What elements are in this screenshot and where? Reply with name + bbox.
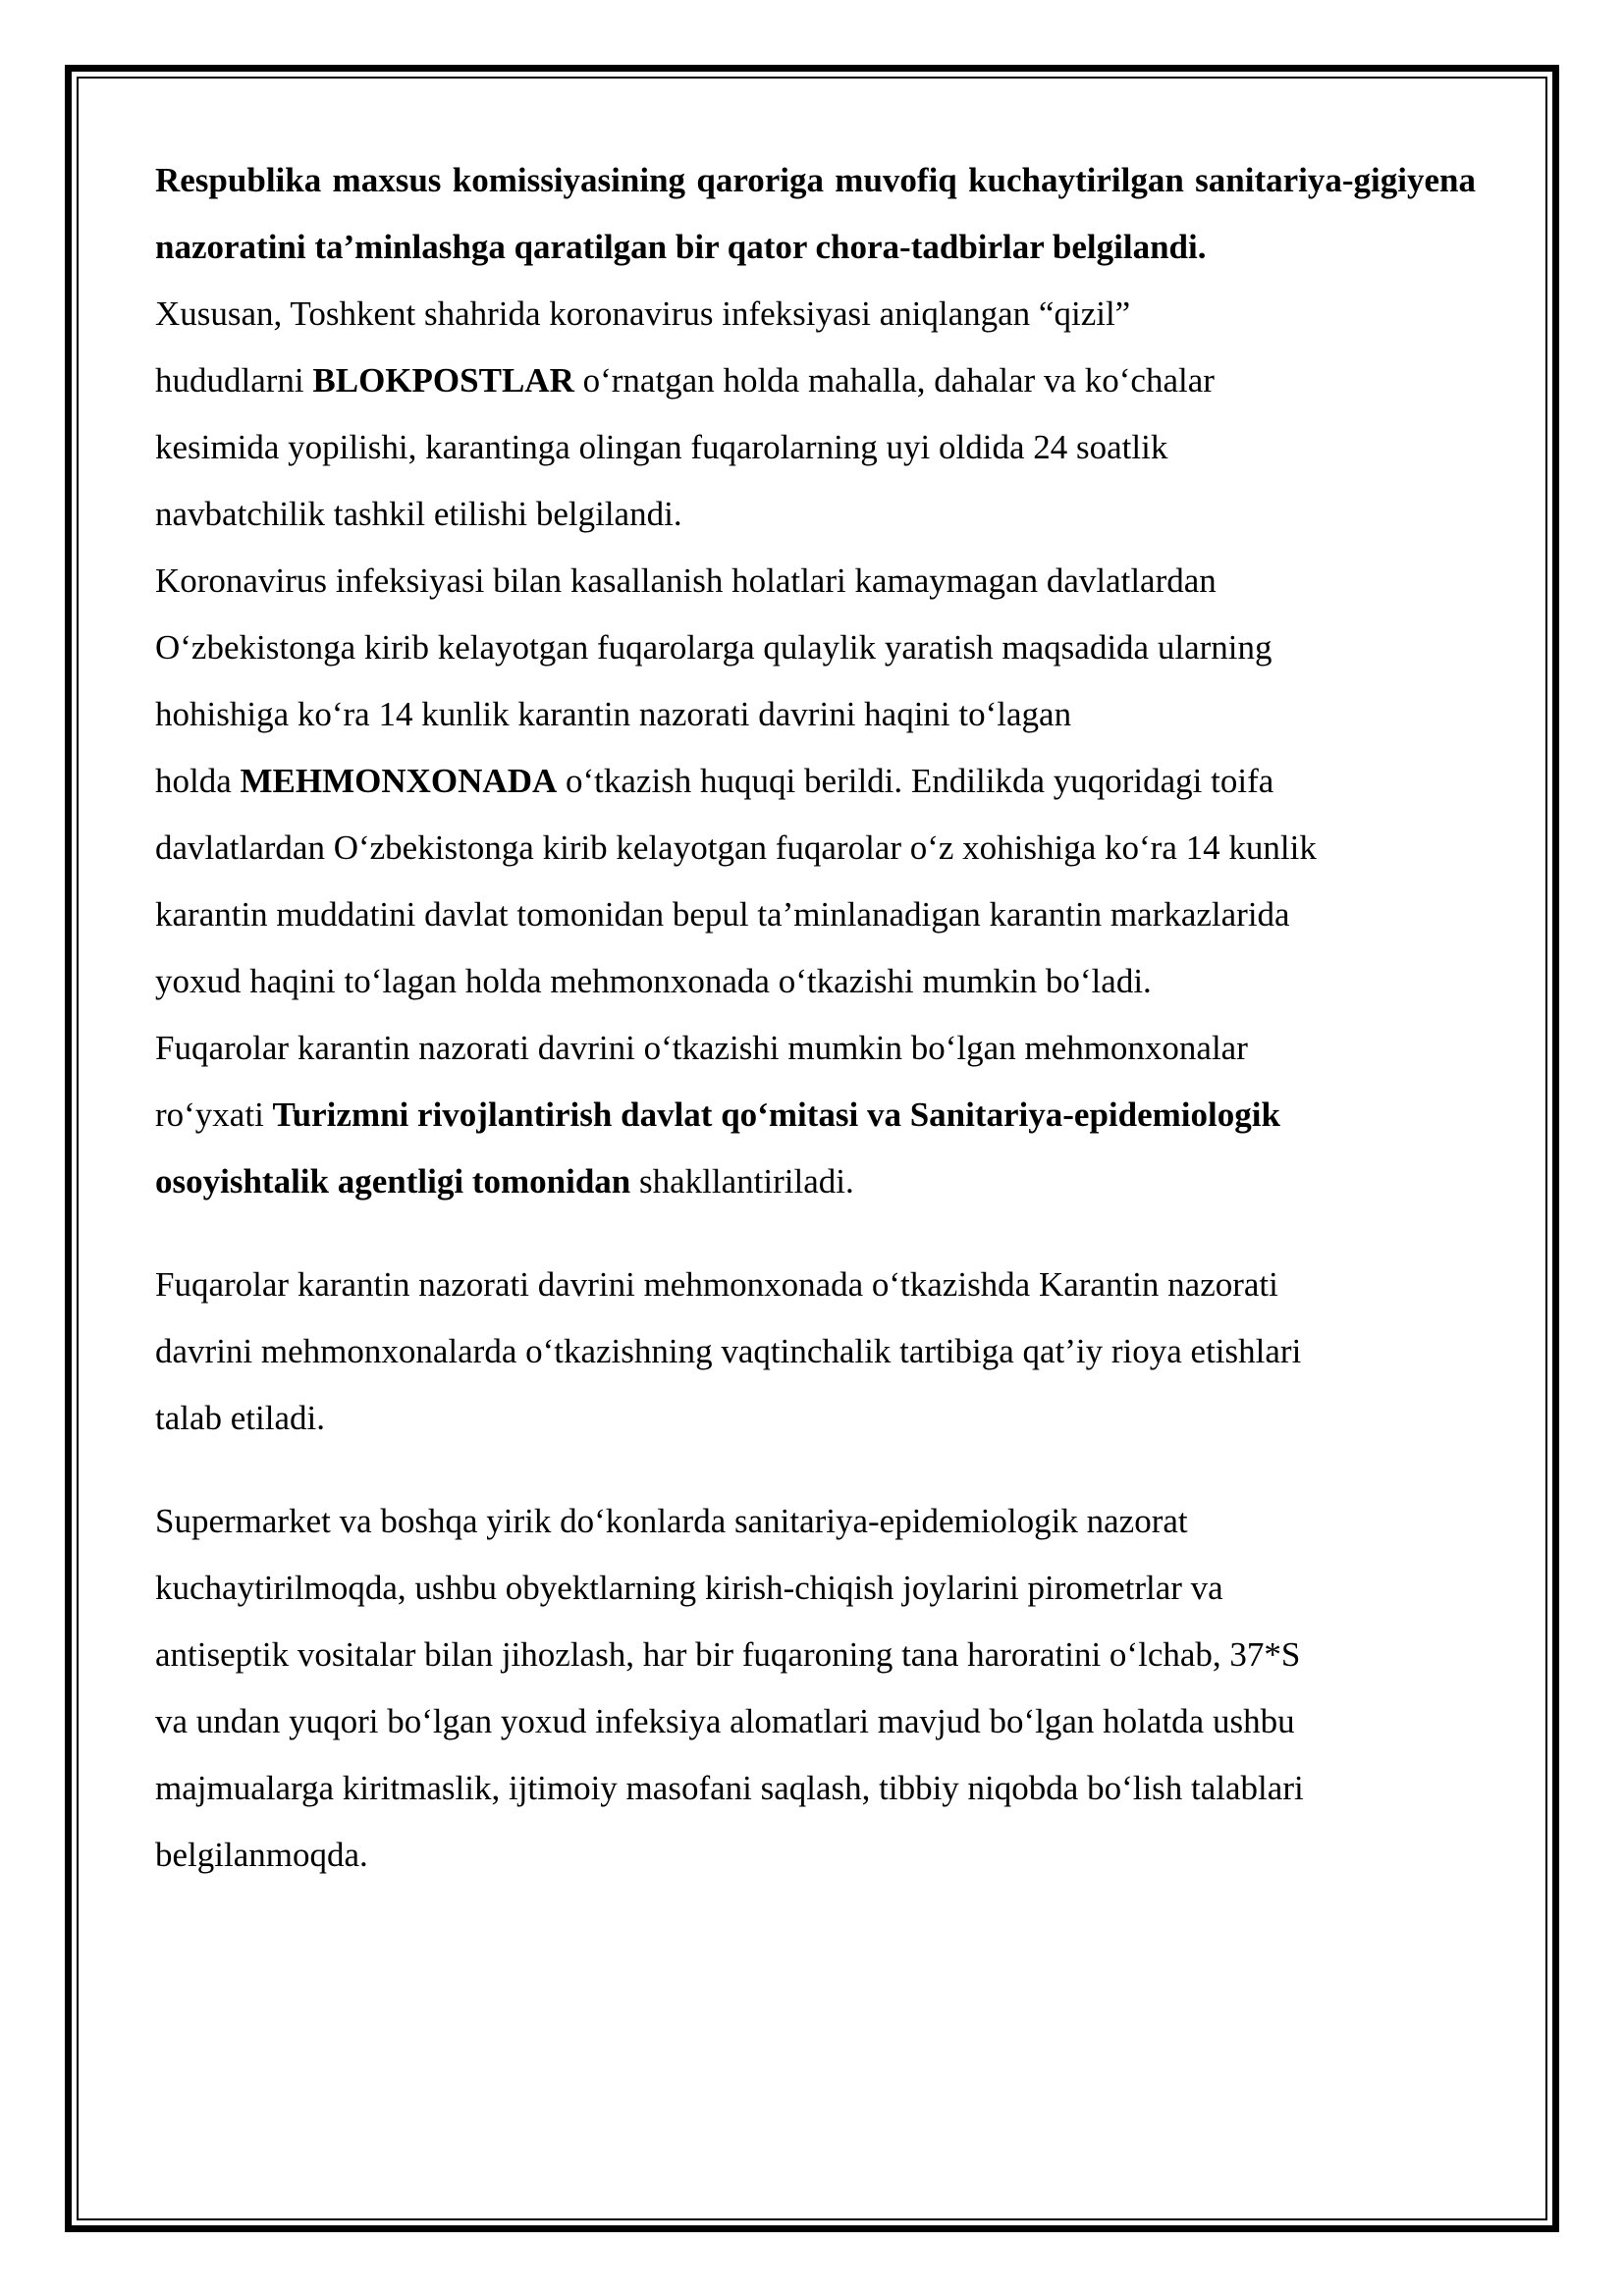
text-line: Koronavirus infeksiyasi bilan kasallanish holatlari kamaymagan davlatlardan (155, 561, 1217, 600)
text-line: antiseptik vositalar bilan jihozlash, har bir fuqaroning tana haroratini oʻlchab, 37*S (155, 1635, 1301, 1674)
text-run: shakllantiriladi. (630, 1162, 854, 1201)
text-line: karantin muddatini davlat tomonidan bepul ta’minlanadigan karantin markazlarida (155, 895, 1290, 934)
bold-term: MEHMONXONADA (240, 762, 558, 800)
text-line (155, 1148, 1476, 1215)
text-line: yoxud haqini toʻlagan holda mehmonxonada oʻtkazishi mumkin boʻladi. (155, 962, 1152, 1000)
text-run: hududlarni (155, 361, 313, 400)
text-line: Supermarket va boshqa yirik doʻkonlarda sanitariya-epidemiologik nazorat (155, 1502, 1188, 1540)
text-line: davlatlardan Oʻzbekistonga kirib kelayotgan fuqarolar oʻz xohishiga koʻra 14 kunlik (155, 828, 1317, 867)
text-run: oʻrnatgan holda mahalla, dahalar va koʻchalar (573, 361, 1215, 400)
text-line: navbatchilik tashkil etilishi belgilandi. (155, 495, 682, 533)
lead-paragraph: Respublika maxsus komissiyasining qaroriga muvofiq kuchaytirilgan sanitariya-gigiyena nazoratini ta’minlashga qaratilgan bir qator chora-tadbirlar belgilandi. (155, 161, 1476, 266)
text-line (155, 748, 1476, 815)
text-line: davrini mehmonxonalarda oʻtkazishning vaqtinchalik tartibiga qat’iy rioya etishlari (155, 1332, 1302, 1370)
paragraph-blockposts (155, 281, 1476, 548)
text-line: kuchaytirilmoqda, ushbu obyektlarning kirish-chiqish joylarini pirometrlar va (155, 1569, 1223, 1607)
text-line: Xususan, Toshkent shahrida koronavirus infeksiyasi aniqlangan “qizil” (155, 294, 1131, 333)
bold-term: BLOKPOSTLAR (312, 361, 574, 400)
text-line: talab etiladi. (155, 1399, 325, 1437)
text-line (155, 347, 1476, 414)
text-line: va undan yuqori boʻlgan yoxud infeksiya alomatlari mavjud boʻlgan holatda ushbu (155, 1702, 1295, 1740)
text-run: oʻtkazish huquqi berildi. Endilikda yuqoridagi toifa (557, 762, 1274, 800)
paragraph-hotel-rules (155, 1252, 1476, 1452)
text-run: roʻyxati (155, 1095, 273, 1134)
text-line: kesimida yopilishi, karantinga olingan fuqarolarning uyi oldida 24 soatlik (155, 428, 1168, 466)
bold-term: Turizmni rivojlantirish davlat qoʻmitasi va Sanitariya-epidemiologik (272, 1095, 1280, 1134)
text-line (155, 1082, 1476, 1148)
text-line: Oʻzbekistonga kirib kelayotgan fuqarolarga qulaylik yaratish maqsadida ularning (155, 628, 1272, 667)
text-line: Fuqarolar karantin nazorati davrini mehmonxonada oʻtkazishda Karantin nazorati (155, 1265, 1278, 1304)
bold-term: osoyishtalik agentligi tomonidan (155, 1162, 631, 1201)
document-body (155, 147, 1476, 1889)
text-line: hohishiga koʻra 14 kunlik karantin nazorati davrini haqini toʻlagan (155, 695, 1072, 733)
text-line: majmualarga kiritmaslik, ijtimoiy masofani saqlash, tibbiy niqobda boʻlish talablari (155, 1769, 1304, 1807)
text-line: belgilanmoqda. (155, 1836, 368, 1874)
paragraph-hotel-list (155, 1015, 1476, 1215)
text-run: holda (155, 762, 241, 800)
paragraph-hotel-quarantine (155, 548, 1476, 1015)
paragraph-supermarkets (155, 1488, 1476, 1889)
text-line: Fuqarolar karantin nazorati davrini oʻtkazishi mumkin boʻlgan mehmonxonalar (155, 1029, 1248, 1067)
